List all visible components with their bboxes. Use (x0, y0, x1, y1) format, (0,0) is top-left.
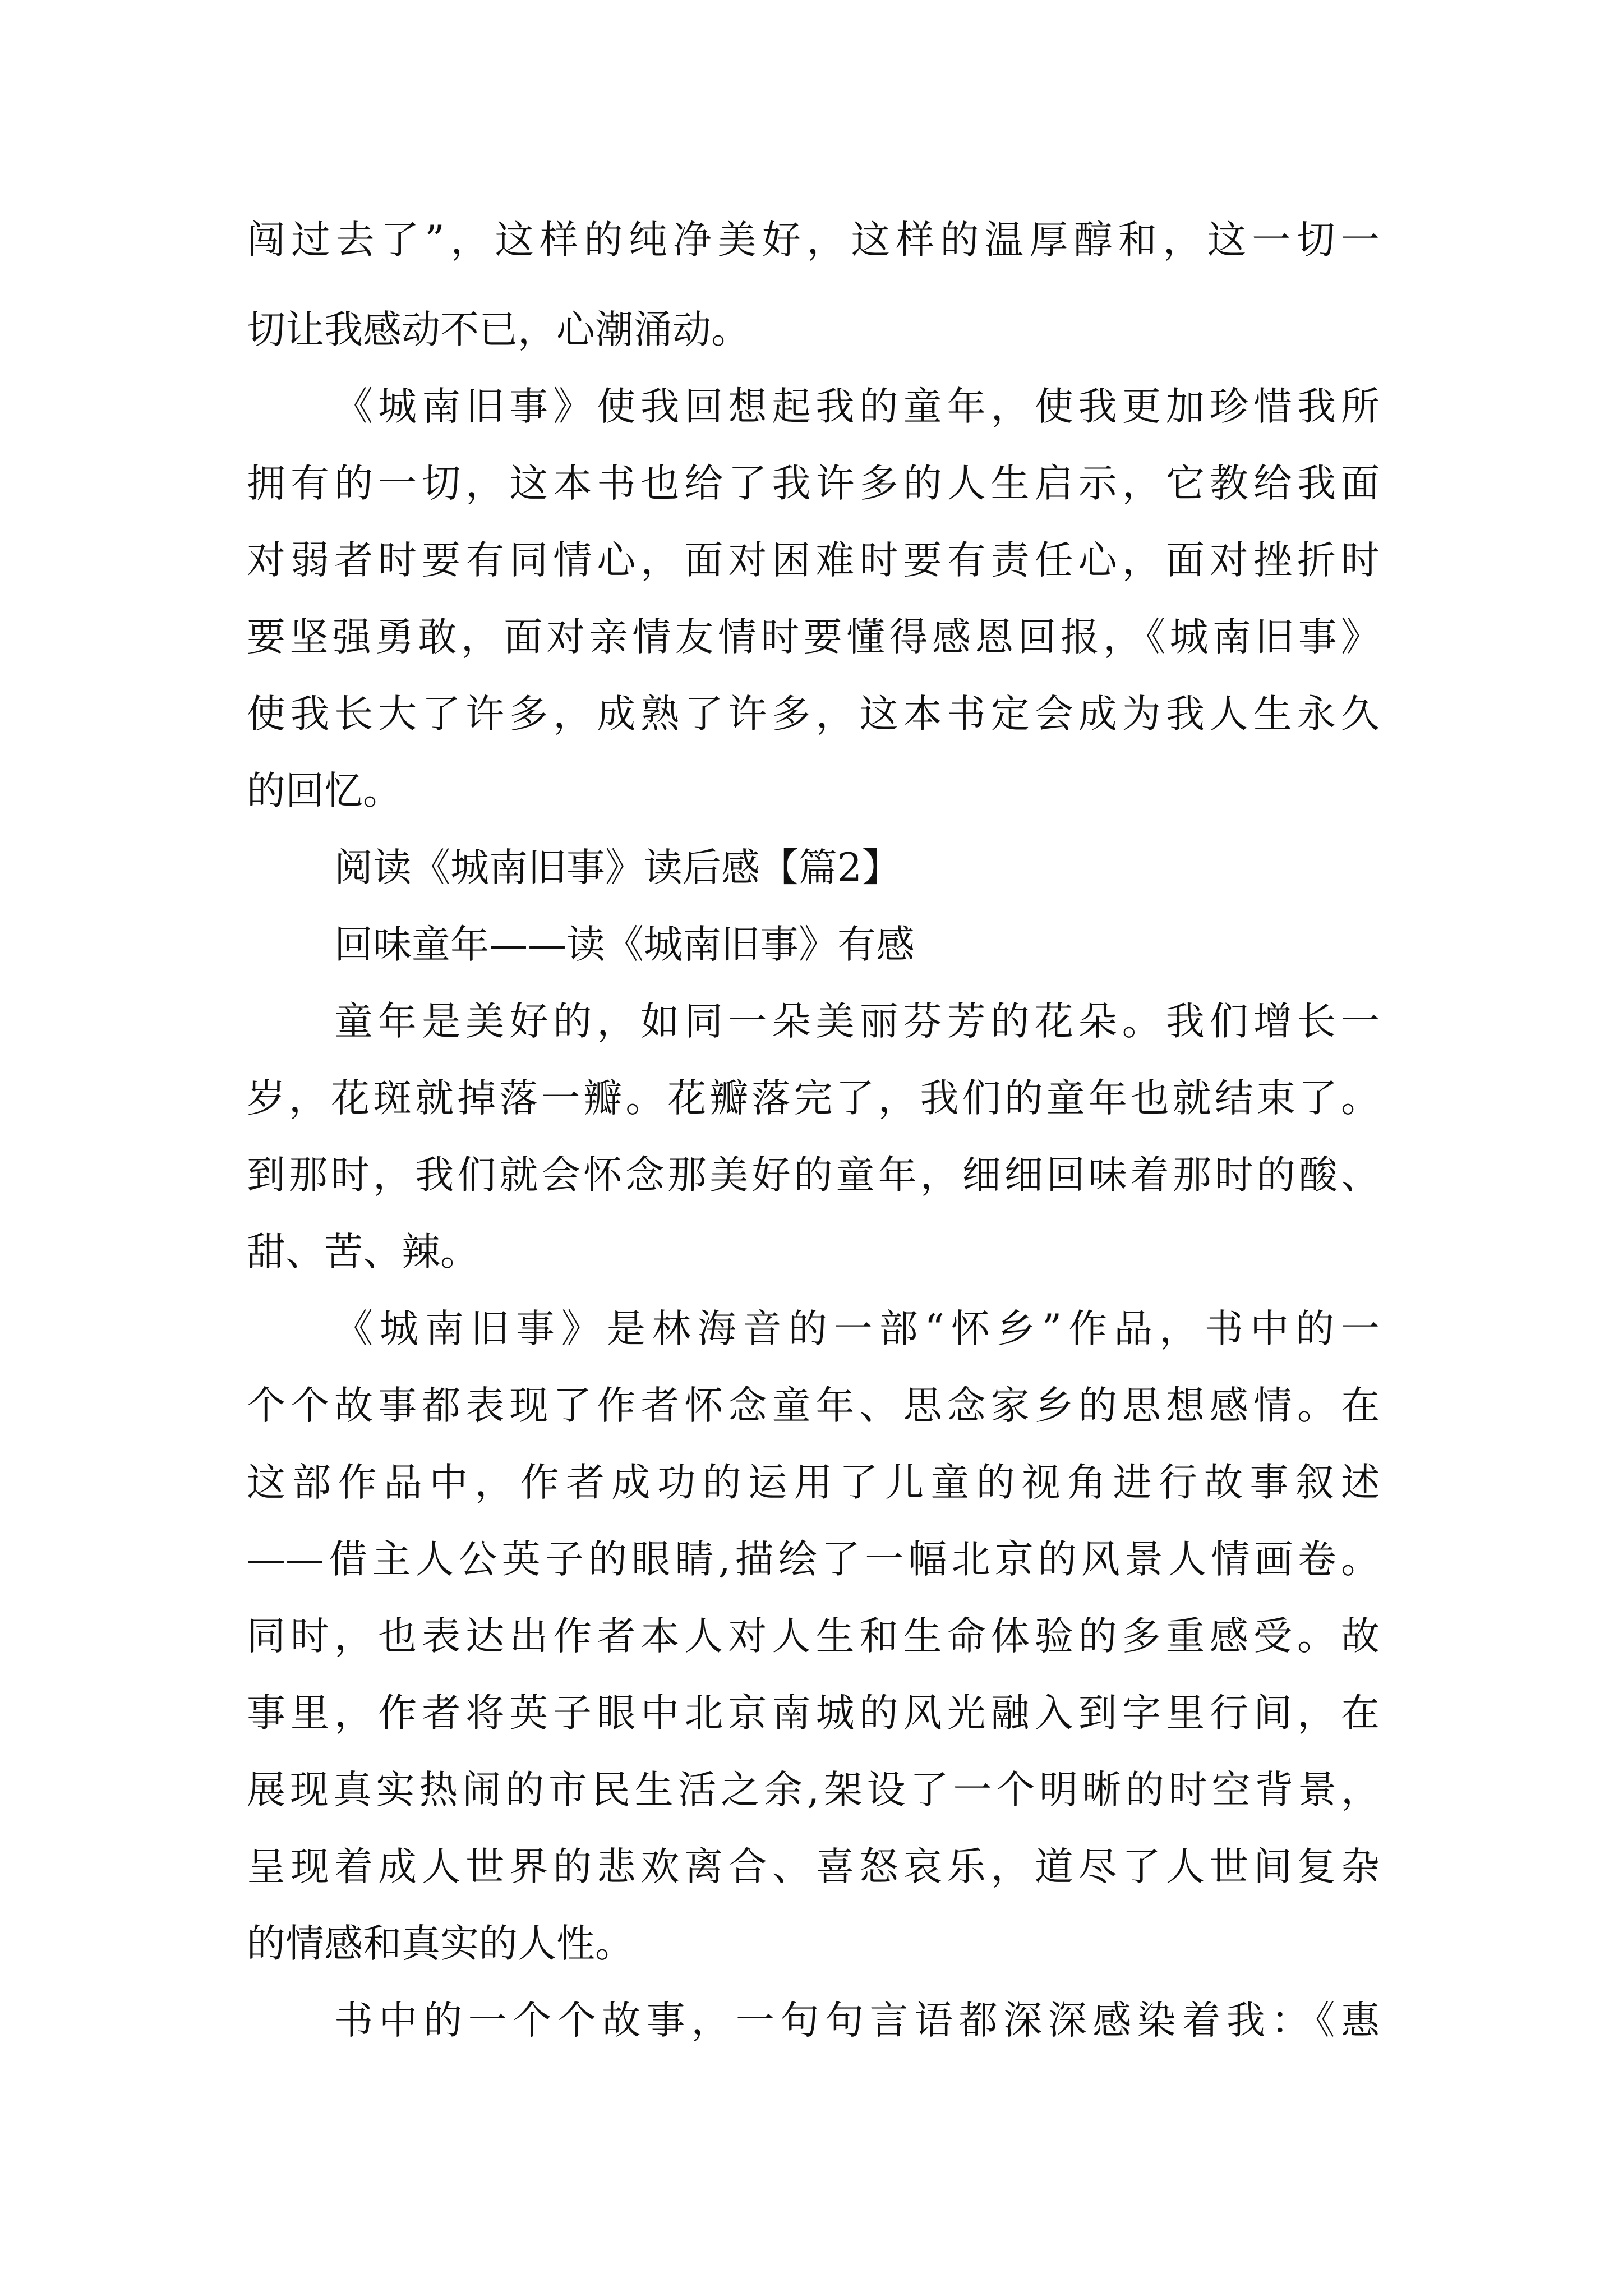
text-line: 甜、苦、辣。 (247, 1230, 479, 1274)
text-line: 呈现着成人世界的悲欢离合、喜怒哀乐，道尽了人世间复杂 (247, 1844, 1380, 1889)
text-line: 展现真实热闹的市民生活之余,架设了一个明晰的时空背景， (247, 1768, 1380, 1812)
text-line: 的回忆。 (247, 769, 402, 813)
text-line: 童年是美好的，如同一朵美丽芬芳的花朵。我们增长一 (334, 999, 1380, 1044)
text-line: 对弱者时要有同情心，面对困难时要有责任心，面对挫折时 (247, 538, 1380, 583)
text-line: 同时，也表达出作者本人对人生和生命体验的多重感受。故 (247, 1614, 1380, 1659)
text-line: 切让我感动不已，心潮涌动。 (247, 307, 750, 352)
text-line: 使我长大了许多，成熟了许多，这本书定会成为我人生永久 (247, 692, 1380, 737)
text-line: 要坚强勇敢，面对亲情友情时要懂得感恩回报，《城南旧事》 (247, 615, 1380, 660)
text-line: 到那时，我们就会怀念那美好的童年，细细回味着那时的酸、 (247, 1153, 1380, 1198)
text-line: 拥有的一切，这本书也给了我许多的人生启示，它教给我面 (247, 461, 1380, 506)
text-line: ——借主人公英子的眼睛,描绘了一幅北京的风景人情画卷。 (247, 1537, 1380, 1582)
article-title: 回味童年——读《城南旧事》有感 (334, 922, 915, 967)
text-line: 的情感和真实的人性。 (247, 1921, 634, 1966)
text-line: 《城南旧事》使我回想起我的童年，使我更加珍惜我所 (334, 384, 1380, 429)
section-heading: 阅读《城南旧事》读后感【篇2】 (334, 845, 901, 890)
text-line: 这部作品中，作者成功的运用了儿童的视角进行故事叙述 (247, 1460, 1380, 1505)
text-line: 闯过去了”，这样的纯净美好，这样的温厚醇和，这一切一 (247, 218, 1380, 263)
text-line: 个个故事都表现了作者怀念童年、思念家乡的思想感情。在 (247, 1383, 1380, 1428)
text-line: 《城南旧事》是林海音的一部“怀乡”作品，书中的一 (334, 1306, 1380, 1351)
text-line: 岁，花斑就掉落一瓣。花瓣落完了，我们的童年也就结束了。 (247, 1076, 1380, 1121)
text-line: 书中的一个个故事，一句句言语都深深感染着我：《惠 (334, 1998, 1380, 2043)
text-line: 事里，作者将英子眼中北京南城的风光融入到字里行间，在 (247, 1691, 1380, 1736)
